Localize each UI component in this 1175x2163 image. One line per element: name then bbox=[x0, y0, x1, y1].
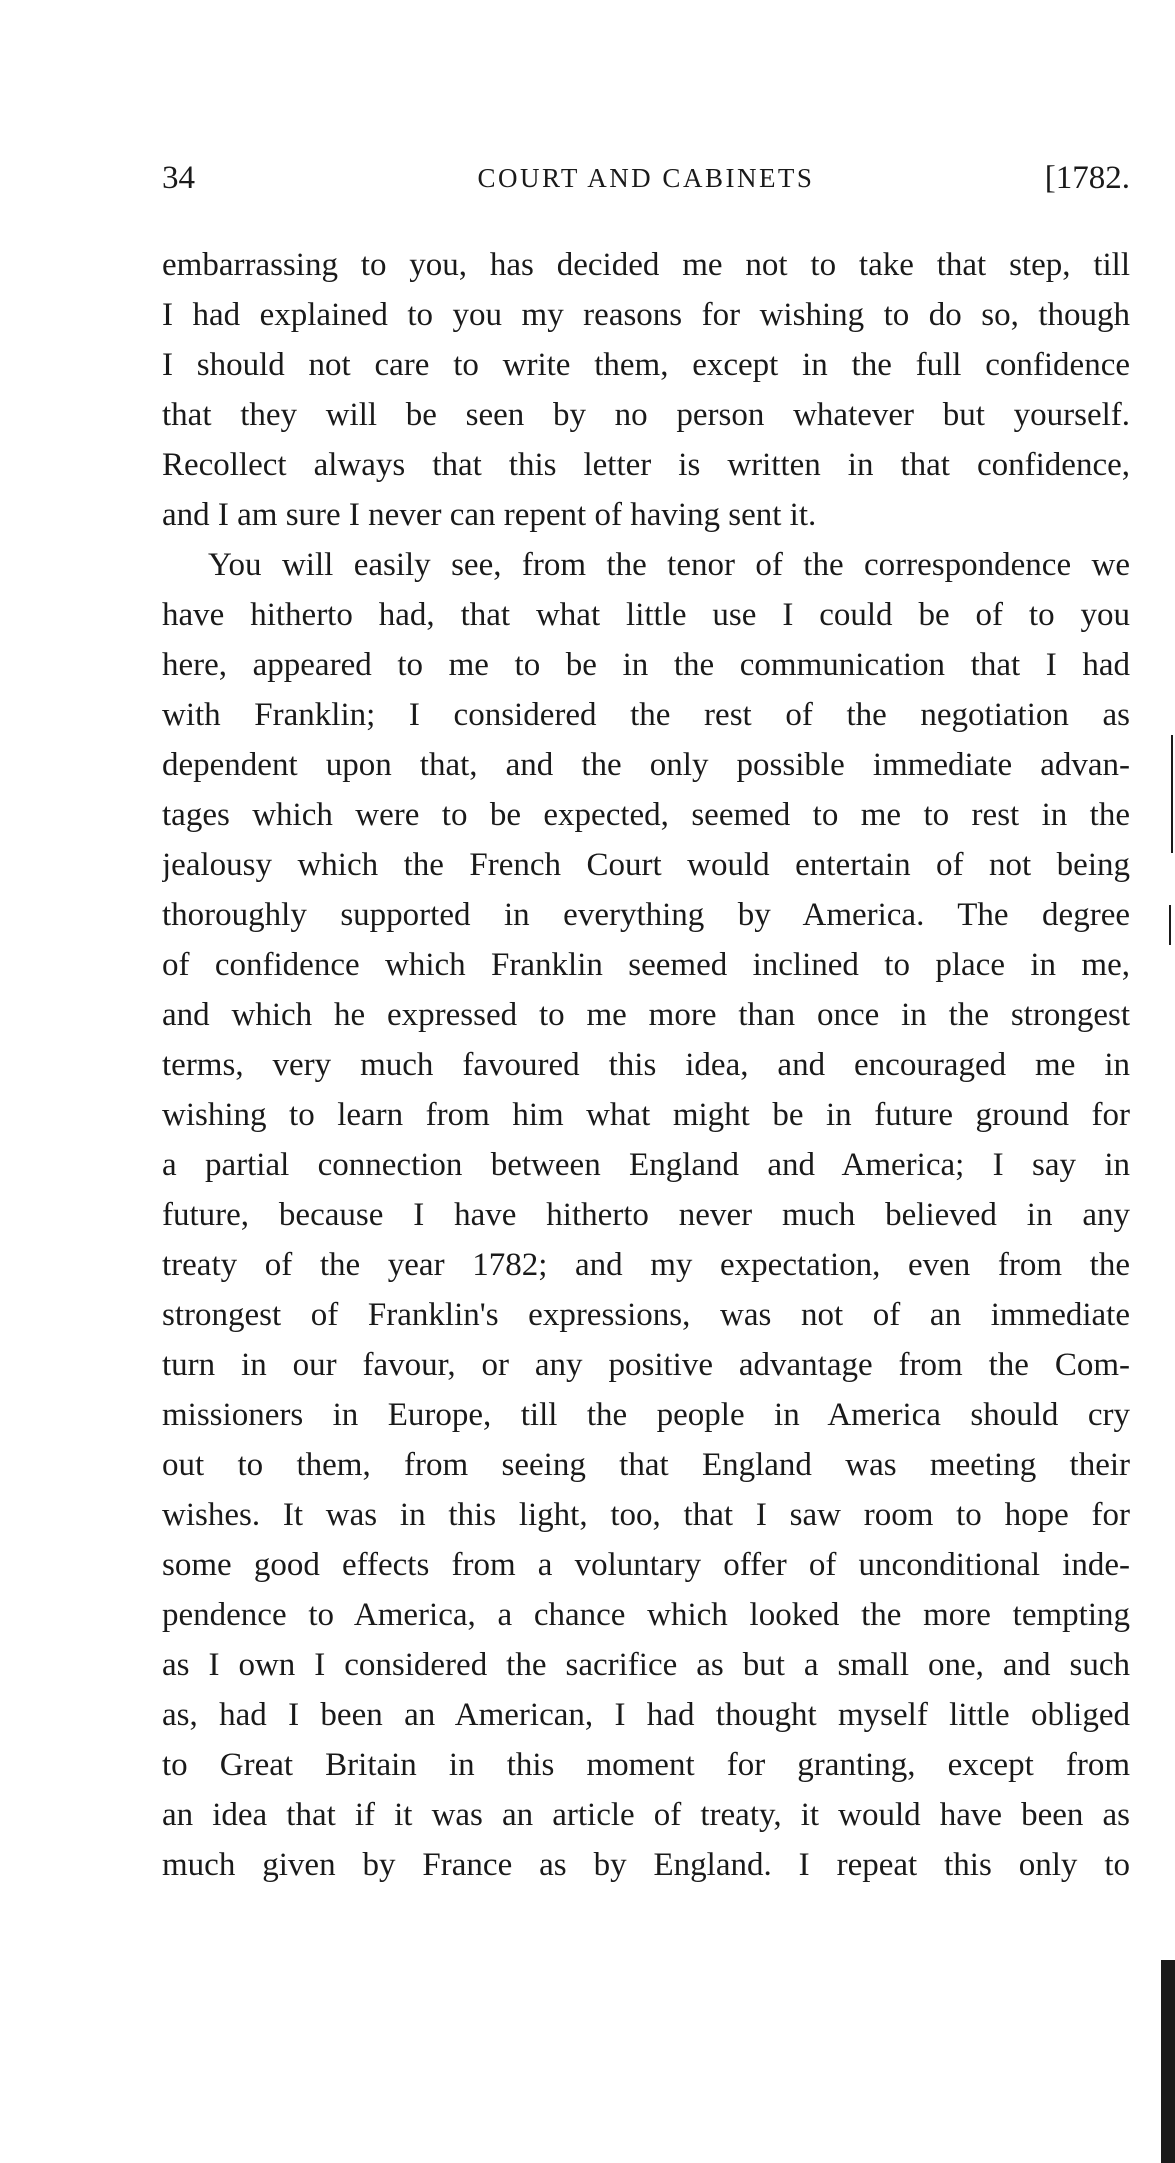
page-edge-shadow bbox=[1171, 735, 1173, 853]
text-line: missioners in Europe, till the people in America should cry bbox=[162, 1397, 1130, 1433]
body-text bbox=[162, 240, 1130, 1890]
text-line: I had explained to you my reasons for wishing to do so, though bbox=[162, 297, 1130, 333]
text-line: thoroughly supported in everything by America. The degree bbox=[162, 897, 1130, 933]
text-line: here, appeared to me to be in the communication that I had bbox=[162, 647, 1130, 683]
text-line: as, had I been an American, I had thought myself little obliged bbox=[162, 1697, 1130, 1733]
text-line: with Franklin; I considered the rest of the negotiation as bbox=[162, 697, 1130, 733]
paragraph-first-line: You will easily see, from the tenor of the correspondence we bbox=[208, 547, 1130, 583]
text-line: wishes. It was in this light, too, that I saw room to hope for bbox=[162, 1497, 1130, 1533]
text-line: jealousy which the French Court would entertain of not being bbox=[162, 847, 1130, 883]
page-edge-shadow bbox=[1169, 905, 1171, 945]
text-line: turn in our favour, or any positive advantage from the Com- bbox=[162, 1347, 1130, 1383]
running-head bbox=[162, 160, 1130, 204]
running-title: COURT AND CABINETS bbox=[477, 163, 815, 193]
text-line: strongest of Franklin's expressions, was not of an immediate bbox=[162, 1297, 1130, 1333]
text-line: as I own I considered the sacrifice as but a small one, and such bbox=[162, 1647, 1130, 1683]
text-line: that they will be seen by no person whatever but yourself. bbox=[162, 397, 1130, 433]
text-line: out to them, from seeing that England was meeting their bbox=[162, 1447, 1130, 1483]
text-line: and which he expressed to me more than once in the strongest bbox=[162, 997, 1130, 1033]
year-marker: [1782. bbox=[1044, 160, 1130, 196]
text-line: I should not care to write them, except in the full confidence bbox=[162, 347, 1130, 383]
text-line: dependent upon that, and the only possible immediate advan- bbox=[162, 747, 1130, 783]
text-line: have hitherto had, that what little use I could be of to you bbox=[162, 597, 1130, 633]
text-line: Recollect always that this letter is written in that confidence, bbox=[162, 447, 1130, 483]
text-line: future, because I have hitherto never much believed in any bbox=[162, 1197, 1130, 1233]
page-number: 34 bbox=[162, 160, 195, 196]
text-line: pendence to America, a chance which looked the more tempting bbox=[162, 1597, 1130, 1633]
text-line: a partial connection between England and America; I say in bbox=[162, 1147, 1130, 1183]
text-line: embarrassing to you, has decided me not to take that step, till bbox=[162, 247, 1130, 283]
text-line: terms, very much favoured this idea, and encouraged me in bbox=[162, 1047, 1130, 1083]
text-line: an idea that if it was an article of treaty, it would have been as bbox=[162, 1797, 1130, 1833]
text-line: and I am sure I never can repent of having sent it. bbox=[162, 497, 817, 533]
text-line: of confidence which Franklin seemed inclined to place in me, bbox=[162, 947, 1130, 983]
page-edge-shadow bbox=[1161, 1960, 1175, 2163]
text-line: wishing to learn from him what might be in future ground for bbox=[162, 1097, 1130, 1133]
text-line: to Great Britain in this moment for granting, except from bbox=[162, 1747, 1130, 1783]
text-line: tages which were to be expected, seemed to me to rest in the bbox=[162, 797, 1130, 833]
text-line: some good effects from a voluntary offer of unconditional inde- bbox=[162, 1547, 1130, 1583]
text-line: much given by France as by England. I repeat this only to bbox=[162, 1847, 1130, 1883]
text-line: treaty of the year 1782; and my expectation, even from the bbox=[162, 1247, 1130, 1283]
